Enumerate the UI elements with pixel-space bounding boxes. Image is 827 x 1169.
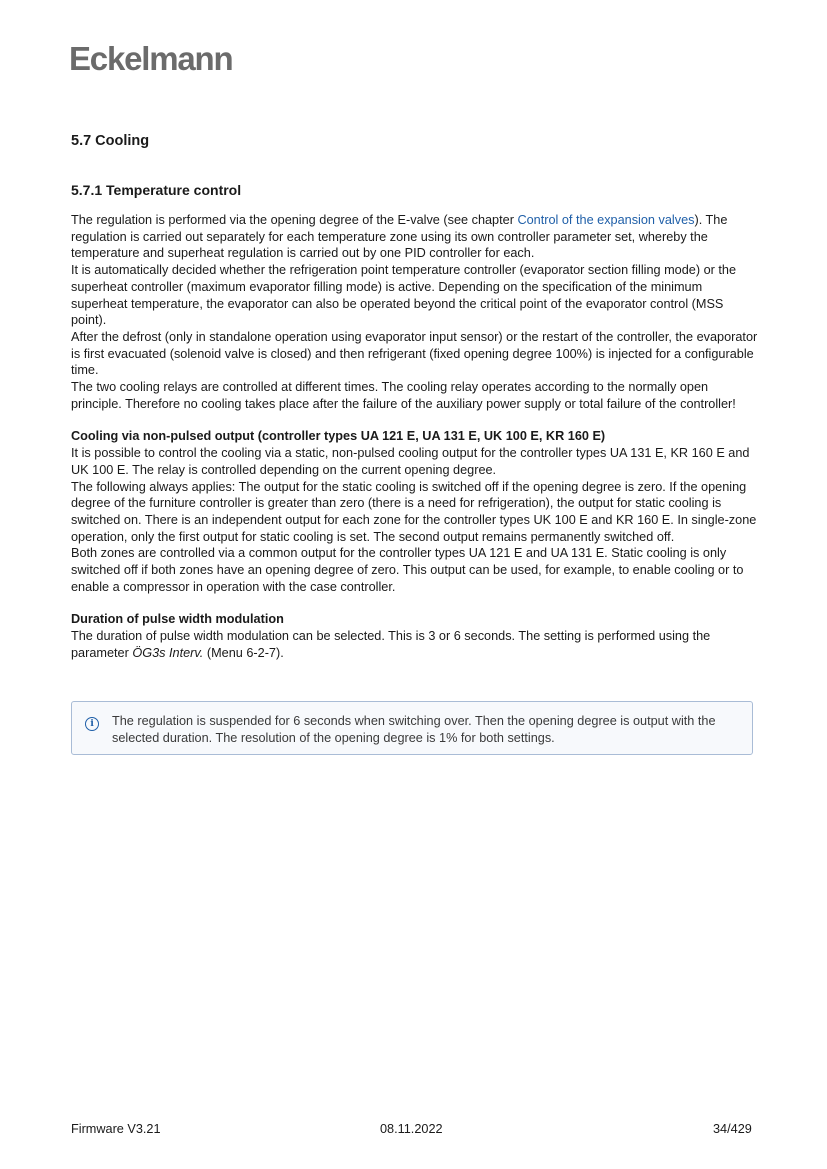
paragraph-automatic-decision: It is automatically decided whether the refrigeration point temperature controller (evaporator section filling mode) or the superheat controller (maximum evaporator filling mode) is active. Depending on the specification of the minimum superheat temperature, the evaporator can also be operated beyond the critical point of the evaporator control (MSS point). bbox=[71, 263, 737, 328]
paragraph-pulse-width: The duration of pulse width modulation can be selected. This is 3 or 6 seconds. The setting is performed using the parameter ÖG3s Interv. (Menu 6-2-7). bbox=[71, 629, 711, 660]
eckelmann-logo: Eckelmann bbox=[69, 40, 233, 77]
footer-page-number: 34/429 bbox=[713, 1122, 752, 1136]
body-text bbox=[71, 212, 761, 662]
section-title: 5.7 Cooling bbox=[71, 133, 150, 149]
info-note-box bbox=[71, 701, 753, 755]
heading-pulse-width-duration: Duration of pulse width modulation bbox=[71, 612, 284, 627]
link-control-expansion-valves[interactable]: Control of the expansion valves bbox=[517, 213, 695, 227]
paragraph-regulation: The regulation is performed via the opening degree of the E-valve (see chapter Control of the expansion valves). The regulation is carried out separately for each temperature zone using its own controller parameter set, whereby the temperature and superheat regulation is carried out by one PID controller for each. bbox=[71, 213, 728, 261]
paragraph-always-applies: The following always applies: The output for the static cooling is switched off if the opening degree is zero. If the opening degree of the furniture controller is greater than zero (there is a need for refrigeration), the output for static cooling is switched on. There is an independent output for each zone for the controller types UK 100 E and KR 160 E. In single-zone operation, only the first output for static cooling is set. The second output remains permanently switched off. bbox=[71, 479, 757, 544]
footer-firmware: Firmware V3.21 bbox=[71, 1122, 161, 1136]
footer-date: 08.11.2022 bbox=[380, 1122, 443, 1136]
paragraph-defrost: After the defrost (only in standalone operation using evaporator input sensor) or the restart of the controller, the evaporator is first evacuated (solenoid valve is closed) and then refrigerant (fixed opening degree 100%) is injected for a configurable time. bbox=[71, 329, 758, 378]
heading-non-pulsed-output: Cooling via non-pulsed output (controller types UA 121 E, UA 131 E, UK 100 E, KR 160 E) bbox=[71, 429, 606, 444]
subsection-title: 5.7.1 Temperature control bbox=[71, 182, 242, 198]
info-icon: i bbox=[85, 717, 99, 731]
parameter-name: ÖG3s Interv. bbox=[132, 645, 204, 660]
note-text: The regulation is suspended for 6 seconds when switching over. Then the opening degree is output with the selected duration. The resolution of the opening degree is 1% for both settings. bbox=[112, 714, 716, 745]
paragraph-cooling-relays: The two cooling relays are controlled at different times. The cooling relay operates according to the normally open principle. Therefore no cooling takes place after the failure of the auxiliary power supply or total failure of the controller! bbox=[71, 380, 736, 411]
paragraph-static-output: It is possible to control the cooling via a static, non-pulsed cooling output for the controller types UA 131 E, KR 160 E and UK 100 E. The relay is controlled depending on the current opening degree. bbox=[71, 446, 750, 477]
paragraph-common-output: Both zones are controlled via a common output for the controller types UA 121 E and UA 131 E. Static cooling is only switched off if both zones have an opening degree of zero. This output can be used, for example, to enable cooling or to enable a compressor in operation with the case controller. bbox=[71, 546, 744, 594]
